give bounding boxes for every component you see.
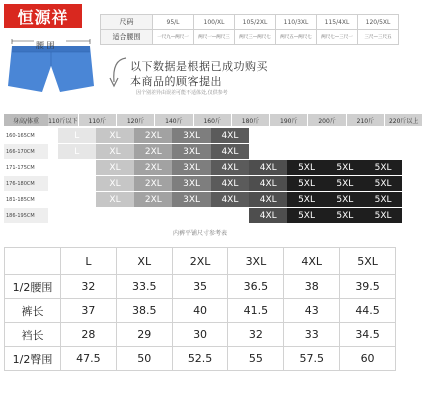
table-cell: 47.5 <box>61 347 117 371</box>
grid-size-cell: 3XL <box>172 176 210 191</box>
table-cell: 30 <box>172 323 228 347</box>
table-cell: 39.5 <box>340 275 396 299</box>
table-cell: 32 <box>61 275 117 299</box>
grid-height-label: 186-195CM <box>4 208 48 223</box>
grid-size-cell: XL <box>96 192 134 207</box>
table-cell: 36.5 <box>228 275 284 299</box>
grid-weight-header: 160斤 <box>194 114 231 126</box>
waist-cell: 三尺—三尺五 <box>358 30 399 45</box>
size-cell: 120/5XL <box>358 15 399 30</box>
size-row-label: 尺码 <box>101 15 153 30</box>
grid-size-cell: 5XL <box>364 176 402 191</box>
grid-size-cell: 5XL <box>364 208 402 223</box>
notice-note: 因个别差异由误差可能不适体处,仅供参考 <box>136 90 228 96</box>
grid-size-cell: 3XL <box>172 144 210 159</box>
grid-weight-header: 110斤以下 <box>48 114 78 126</box>
table-cell: 40 <box>172 299 228 323</box>
grid-size-cell: 2XL <box>134 128 172 143</box>
table-cell: 57.5 <box>284 347 340 371</box>
table-row <box>5 323 396 347</box>
grid-weight-header: 120斤 <box>117 114 154 126</box>
grid-header-corner: 身高/体重 <box>4 114 48 126</box>
table-cell: 38.5 <box>116 299 172 323</box>
grid-size-cell: L <box>58 144 96 159</box>
grid-size-cell: 4XL <box>211 176 249 191</box>
grid-size-cell: 5XL <box>287 192 325 207</box>
size-table-header <box>5 248 396 275</box>
grid-size-cell: 5XL <box>364 192 402 207</box>
grid-height-label: 160-165CM <box>6 132 35 139</box>
waist-cell: 两尺七—三尺一 <box>317 30 358 45</box>
table-cell: 37 <box>61 299 117 323</box>
grid-size-cell: 4XL <box>249 176 287 191</box>
grid-size-cell: 5XL <box>326 208 364 223</box>
grid-size-cell: 2XL <box>134 176 172 191</box>
table-cell: 33 <box>284 323 340 347</box>
size-table-size: 4XL <box>284 248 340 275</box>
grid-size-cell: 2XL <box>134 192 172 207</box>
table-cell: 44.5 <box>340 299 396 323</box>
table-row <box>5 299 396 323</box>
size-row <box>101 15 399 30</box>
waist-cell: 一尺九—两尺一 <box>153 30 194 45</box>
table-row-label: 裆长 <box>5 323 61 347</box>
grid-size-cell: 3XL <box>172 192 210 207</box>
size-table-size: 3XL <box>228 248 284 275</box>
grid-height-label: 171-175CM <box>6 164 35 171</box>
grid-size-cell: 4XL <box>211 128 249 143</box>
grid-size-cell: 4XL <box>249 160 287 175</box>
table-cell: 50 <box>116 347 172 371</box>
grid-size-cell: 5XL <box>287 160 325 175</box>
grid-weight-header: 140斤 <box>155 114 192 126</box>
grid-size-cell: L <box>58 128 96 143</box>
waist-cell: 两尺三—两尺七 <box>235 30 276 45</box>
table-row-label: 1/2腰围 <box>5 275 61 299</box>
grid-weight-header: 180斤 <box>232 114 269 126</box>
grid-weight-header: 110斤 <box>79 114 116 126</box>
waist-cell: 两尺五—两尺七 <box>276 30 317 45</box>
table-cell: 41.5 <box>228 299 284 323</box>
size-cell: 110/3XL <box>276 15 317 30</box>
waist-row-label: 适合腰围 <box>101 30 153 45</box>
notice-line-2: 本商品的顾客提出 <box>130 75 222 88</box>
waist-cell: 两尺一—两尺三 <box>194 30 235 45</box>
size-cell: 115/4XL <box>317 15 358 30</box>
table-cell: 33.5 <box>116 275 172 299</box>
table-cell: 28 <box>61 323 117 347</box>
table-cell: 60 <box>340 347 396 371</box>
table-cell: 43 <box>284 299 340 323</box>
waist-caption: 腰 围 <box>36 41 55 50</box>
table-cell: 32 <box>228 323 284 347</box>
grid-size-cell: 3XL <box>172 160 210 175</box>
table-cell: 55 <box>228 347 284 371</box>
grid-weight-header: 220斤以上 <box>385 114 422 126</box>
size-table-size: L <box>61 248 117 275</box>
grid-size-cell: 4XL <box>211 192 249 207</box>
size-table-size: 5XL <box>340 248 396 275</box>
grid-weight-header: 210斤 <box>347 114 384 126</box>
grid-size-cell: XL <box>96 160 134 175</box>
arrow-icon <box>108 56 130 92</box>
grid-size-cell: 2XL <box>134 160 172 175</box>
grid-height-label: 176-180CM <box>4 176 48 191</box>
grid-size-cell: 5XL <box>326 192 364 207</box>
grid-size-cell: 5XL <box>287 208 325 223</box>
grid-size-cell: 3XL <box>172 128 210 143</box>
grid-size-cell: 4XL <box>211 160 249 175</box>
size-measurement-table <box>4 247 396 371</box>
waist-row <box>101 30 399 45</box>
size-cell: 100/XL <box>194 15 235 30</box>
table-cell: 52.5 <box>172 347 228 371</box>
grid-size-cell: XL <box>96 176 134 191</box>
grid-size-cell: 4XL <box>211 144 249 159</box>
table-row <box>5 347 396 371</box>
table-row <box>5 275 396 299</box>
size-cell: 95/L <box>153 15 194 30</box>
table-row-label: 1/2臀围 <box>5 347 61 371</box>
grid-height-label: 166-170CM <box>4 144 48 159</box>
notice-line-1: 以下数据是根据已成功购买 <box>130 60 268 73</box>
size-table-size: XL <box>116 248 172 275</box>
grid-size-cell: 5XL <box>326 176 364 191</box>
grid-size-cell: 2XL <box>134 144 172 159</box>
grid-size-cell: XL <box>96 128 134 143</box>
grid-weight-header: 200斤 <box>308 114 345 126</box>
size-table-caption: 内裤平铺尺寸参考表 <box>172 230 227 237</box>
table-row-label: 裤长 <box>5 299 61 323</box>
grid-height-label: 181-185CM <box>6 196 35 203</box>
size-table-corner <box>5 248 61 275</box>
grid-size-cell: 5XL <box>326 160 364 175</box>
grid-weight-header: 190斤 <box>270 114 307 126</box>
brand-logo: 恒源祥 <box>4 4 82 28</box>
size-cell: 105/2XL <box>235 15 276 30</box>
table-cell: 29 <box>116 323 172 347</box>
size-chart-top <box>100 14 399 45</box>
table-cell: 38 <box>284 275 340 299</box>
table-cell: 34.5 <box>340 323 396 347</box>
grid-size-cell: XL <box>96 144 134 159</box>
grid-size-cell: 4XL <box>249 192 287 207</box>
grid-size-cell: 5XL <box>364 160 402 175</box>
size-recommendation-grid <box>4 114 419 221</box>
grid-size-cell: 4XL <box>249 208 287 223</box>
size-table-size: 2XL <box>172 248 228 275</box>
table-cell: 35 <box>172 275 228 299</box>
grid-size-cell: 5XL <box>287 176 325 191</box>
